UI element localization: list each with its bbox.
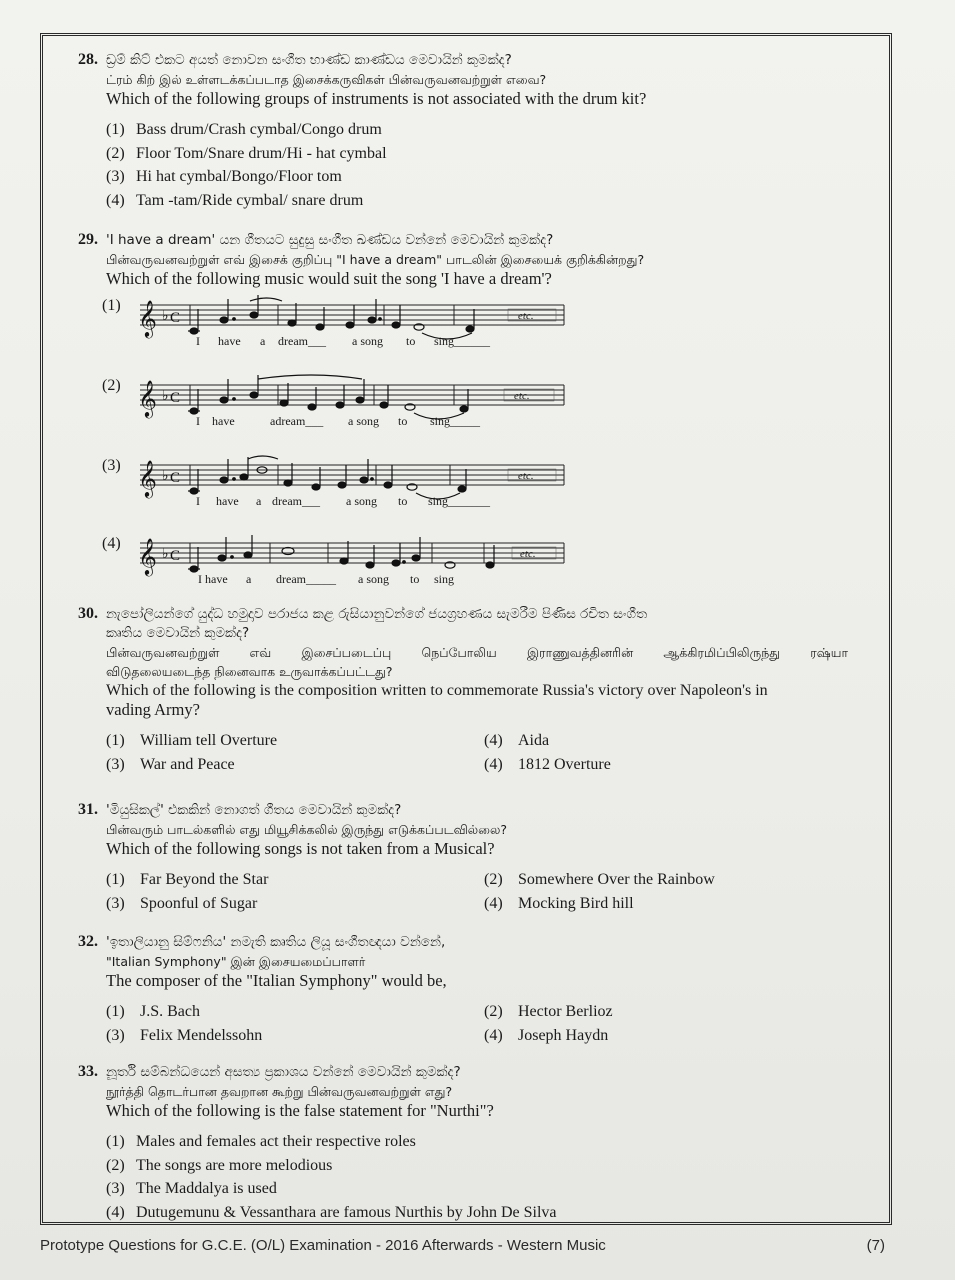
option-2[interactable]: (2) The songs are more melodious [106, 1156, 333, 1174]
option-4[interactable]: (4) Mocking Bird hill [484, 894, 634, 912]
page-number: (7) [866, 1237, 885, 1254]
options-list [78, 1130, 848, 1224]
question-33: 33. නූර්ති සම්බන්ධයෙන් අසත්‍ය ප්‍රකාශය වන්නේ මෙවායින් කුමක්ද? நூர்த்தி தொடர்பான தவறான கூற்று பின்வருவனவற்றுள் எது? Which of the following is the false statement for "Nurthi"? (1) Males and females act their respective roles (2) The songs are more melodious (3) The Maddalya is used (4) Dutugemunu & Vessanthara are famous Nurthis by John De Silva [78, 1062, 848, 1224]
question-number: 33. [78, 1063, 98, 1080]
music-option-3[interactable]: (3) 𝄞 ♭ C etc. I have a dream___ a song to sing_______ [100, 453, 580, 515]
page-footer [40, 1237, 885, 1254]
music-option-2[interactable]: (2) 𝄞 ♭ C etc. I have adream___ a song to sing_____ [100, 373, 580, 435]
option-1[interactable]: (1) William tell Overture [106, 732, 278, 749]
question-number: 32. [78, 933, 98, 950]
svg-text:𝄞: 𝄞 [138, 299, 157, 337]
footer-title: Prototype Questions for G.C.E. (O/L) Examination - 2016 Afterwards - Western Music [40, 1237, 606, 1254]
svg-text:etc.: etc. [520, 548, 536, 560]
svg-text:etc.: etc. [518, 470, 534, 482]
svg-text:C: C [170, 310, 181, 326]
music-option-4[interactable]: (4) 𝄞 ♭ C etc. I have a dream_____ a song to sing [100, 531, 580, 593]
options-grid [78, 729, 848, 776]
question-30: 30. නැපෝලියන්ගේ යුද්ධ හමුදාව පරාජය කළ රුසියානුවන්ගේ ජයග්‍රහණය සැමරීම පිණිස රචිත සංගීත කෘතිය මෙවායින් කුමක්ද? பின்வருவனவற்றுள் எவ் இசைப்படைப்பு நெப்போலிய இராணுவத்தினரின் ஆக்கிரமிப்பிலிருந்து ரஷ்யா விடுதலையடைந்த நினைவாக உருவாக்கப்பட்டது? Which of the following is the composition written to commemorate Russia's victory over Napoleon's in vading Army? (1) William tell Overture (4) Aida (3) War and Peace (4) 1812 Overture [78, 604, 848, 776]
music-option-1[interactable]: (1) 𝄞 ♭ C etc. I have a dream___ a song to sing______ [100, 293, 580, 355]
svg-text:♭: ♭ [162, 547, 169, 562]
question-31: 31. 'මියුසිකල්' එකකින් නොගත් ගීතය මෙවායින් කුමක්ද? பின்வரும் பாடல்களில் எது மியூசிக்கலில் இருந்து எடுக்கப்படவில்லை? Which of the following songs is not taken from a Musical? (1) Far Beyond the Star (2) Somewhere Over the Rainbow (3) Spoonful of Sugar (4) Mocking Bird hill [78, 800, 848, 915]
option-3[interactable]: (3) Hi hat cymbal/Bongo/Floor tom [106, 168, 342, 185]
option-1[interactable]: (1) Bass drum/Crash cymbal/Congo drum [106, 121, 382, 138]
options-list [78, 118, 848, 212]
question-tamil: பின்வருவனவற்றுள் எவ் இசைப்படைப்பு நெப்போலிய இராணுவத்தினரின் ஆக்கிரமிப்பிலிருந்து ரஷ்யா [106, 645, 848, 660]
question-english: Which of the following groups of instruments is not associated with the drum kit? [106, 89, 647, 108]
option-4[interactable]: (4) Tam -tam/Ride cymbal/ snare drum [106, 191, 364, 209]
svg-text:𝄞: 𝄞 [138, 537, 157, 575]
svg-text:♭: ♭ [162, 389, 169, 404]
question-sinhala: ඩ්‍රම් කිට් එකට අයත් නොවන සංගීත භාණ්ඩ කාණ්ඩය මෙවායින් කුමක්ද? [106, 52, 512, 68]
question-number: 31. [78, 801, 98, 818]
option-2[interactable]: (2) Somewhere Over the Rainbow [484, 871, 715, 888]
option-3[interactable]: (3) Felix Mendelssohn [106, 1026, 263, 1044]
svg-text:C: C [170, 470, 181, 486]
option-4b[interactable]: (4) 1812 Overture [484, 755, 611, 773]
question-english: Which of the following music would suit the song 'I have a dream'? [106, 269, 552, 288]
svg-text:𝄞: 𝄞 [138, 379, 157, 417]
options-grid [78, 1000, 848, 1047]
svg-text:𝄞: 𝄞 [138, 459, 157, 497]
option-4a[interactable]: (4) Aida [484, 732, 550, 749]
option-1[interactable]: (1) Males and females act their respective roles [106, 1133, 416, 1150]
option-2[interactable]: (2) Hector Berlioz [484, 1003, 613, 1020]
question-number: 28. [78, 51, 98, 68]
svg-text:etc.: etc. [518, 310, 534, 322]
option-1[interactable]: (1) J.S. Bach [106, 1003, 200, 1020]
option-3[interactable]: (3) Spoonful of Sugar [106, 894, 258, 912]
options-grid [78, 868, 848, 915]
option-4[interactable]: (4) Joseph Haydn [484, 1026, 609, 1044]
option-1[interactable]: (1) Far Beyond the Star [106, 871, 269, 888]
svg-text:♭: ♭ [162, 469, 169, 484]
option-2[interactable]: (2) Floor Tom/Snare drum/Hi - hat cymbal [106, 144, 387, 162]
svg-text:C: C [170, 548, 181, 564]
option-3[interactable]: (3) The Maddalya is used [106, 1180, 277, 1197]
question-28 [78, 50, 848, 212]
svg-text:etc.: etc. [514, 390, 530, 402]
svg-text:C: C [170, 390, 181, 406]
question-32: 32. 'ඉතාලියානු සිම්ෆනිය' නමැති කෘතිය ලියූ සංගීතඥයා වන්නේ, "Italian Symphony" இன் இசையமைப்பாளர் The composer of the "Italian Symphony" would be, (1) J.S. Bach (2) Hector Berlioz (3) Felix Mendelssohn (4) Joseph Haydn [78, 932, 848, 1047]
question-29 [78, 230, 848, 288]
svg-text:♭: ♭ [162, 309, 169, 324]
question-tamil: ட்ரம் கிற் இல் உள்ளடக்கப்படாத இசைக்கருவிகள் பின்வருவனவற்றுள் எவை? [106, 72, 547, 87]
option-4[interactable]: (4) Dutugemunu & Vessanthara are famous Nurthis by John De Silva [106, 1203, 557, 1221]
question-number: 30. [78, 605, 98, 622]
option-3[interactable]: (3) War and Peace [106, 755, 235, 773]
question-number: 29. [78, 231, 98, 248]
question-tamil: பின்வருவனவற்றுள் எவ் இசைக் குறிப்பு "I have a dream" பாடலின் இசையைக் குறிக்கின்றது? [106, 252, 645, 267]
question-sinhala: 'I have a dream' යන ගීතයට සුදුසු සංගීත ඛණ්ඩය වන්නේ මෙවායින් කුමක්ද? [106, 232, 554, 248]
